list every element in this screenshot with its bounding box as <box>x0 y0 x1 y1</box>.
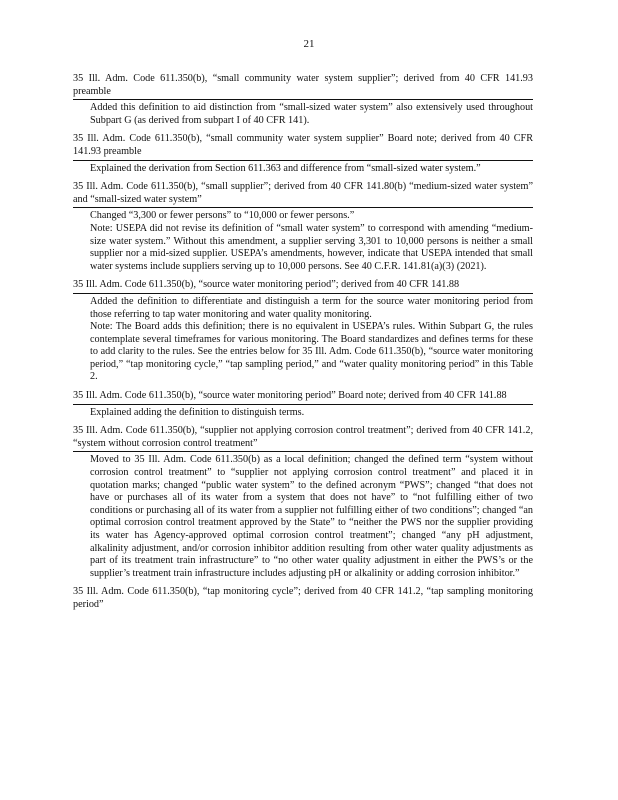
entry-explanation <box>90 163 533 176</box>
explanation-paragraph: Note: USEPA did not revise its definition of “small water system” to correspond with amending “medium-size water system.” Without this amendment, a supplier serving 3,301 to 10,000 persons is neither a small supplier nor a mid-sized supplier. USEPA’s amendments, however, indicate that USEPA intended that small water systems include suppliers serving up to 10,000 persons. See 40 C.F.R. 141.81(a)(3) (2021). <box>90 222 533 272</box>
entry-explanation <box>90 407 533 420</box>
explanation-paragraph: Changed “3,300 or fewer persons” to “10,000 or fewer persons.” <box>90 210 355 222</box>
entry-citation: 35 Ill. Adm. Code 611.350(b), “small supplier”; derived from 40 CFR 141.80(b) “medium-sized water system” and “small-sized water system” <box>73 181 533 208</box>
page-number: 21 <box>303 38 315 50</box>
entry-citation: 35 Ill. Adm. Code 611.350(b), “small community water system supplier” Board note; derived from 40 CFR 141.93 preamble <box>73 133 533 160</box>
explanation-paragraph: Explained adding the definition to distinguish terms. <box>90 406 305 418</box>
entry-explanation <box>90 454 533 580</box>
table-entry <box>73 586 533 612</box>
explanation-paragraph: Added the definition to differentiate and distinguish a term for the source water monitoring period from those referring to tap water monitoring and water quality monitoring. <box>90 295 533 320</box>
entry-explanation <box>90 296 533 384</box>
table-entry <box>73 133 533 175</box>
entry-citation: 35 Ill. Adm. Code 611.350(b), “small community water system supplier”; derived from 40 CFR 141.93 preamble <box>73 73 533 100</box>
entry-explanation <box>90 210 533 273</box>
explanation-paragraph: Added this definition to aid distinction from “small-sized water system” also extensively used throughout Subpart G (as derived from subpart I of 40 CFR 141). <box>90 102 533 126</box>
table-entry <box>73 390 533 419</box>
entry-citation: 35 Ill. Adm. Code 611.350(b), “tap monitoring cycle”; derived from 40 CFR 141.2, “tap sampling monitoring period” <box>73 586 533 610</box>
table-entry <box>73 73 533 127</box>
table-entry <box>73 279 533 384</box>
table-entry <box>73 181 533 273</box>
table-entries <box>73 73 533 619</box>
explanation-paragraph: Moved to 35 Ill. Adm. Code 611.350(b) as a local definition; changed the defined term “system without corrosion control treatment” to “supplier not applying corrosion control treatment” and placed it in quotation marks; changed “public water system” to the defined acronym “PWS”; changed “that does not have or purchases all of its water from a system that does not have” to “not fulfilling either of two conditions or purchasing all of its water from a supplier not fulfilling either of two conditions”; changed “an optimal corrosion control treatment approved by the State” to “neither the PWS nor the supplier providing its water has Agency-approved optimal corrosion control treatment”; changed “any pH adjustment, alkalinity adjustment, and/or corrosion inhibitor addition resulting from other water quality adjustments as part of its treatment train infrastructure” to “no other water quality adjustment in either the PWS’s or the supplier’s treatment train infrastructure includes adjusting pH or alkalinity or adding corrosion inhibitor.” <box>90 454 533 579</box>
explanation-paragraph: Note: The Board adds this definition; there is no equivalent in USEPA’s rules. Within Subpart G, the rules contemplate several timeframes for various monitoring. The Board standardizes and defines terms for these to add clarity to the rules. See the entries below for 35 Ill. Adm. Code 611.350(b), “source water monitoring period,” “tap monitoring cycle,” “tap sampling period,” and “water quality monitoring period” in this Table 2. <box>90 321 533 383</box>
explanation-paragraph: Explained the derivation from Section 611.363 and difference from “small-sized water system.” <box>90 162 481 174</box>
entry-citation: 35 Ill. Adm. Code 611.350(b), “source water monitoring period”; derived from 40 CFR 141.88 <box>73 279 533 294</box>
entry-explanation <box>90 102 533 127</box>
entry-citation: 35 Ill. Adm. Code 611.350(b), “source water monitoring period” Board note; derived from 40 CFR 141.88 <box>73 390 533 405</box>
table-entry <box>73 425 533 580</box>
entry-citation: 35 Ill. Adm. Code 611.350(b), “supplier not applying corrosion control treatment”; derived from 40 CFR 141.2, “system without corrosion control treatment” <box>73 425 533 452</box>
